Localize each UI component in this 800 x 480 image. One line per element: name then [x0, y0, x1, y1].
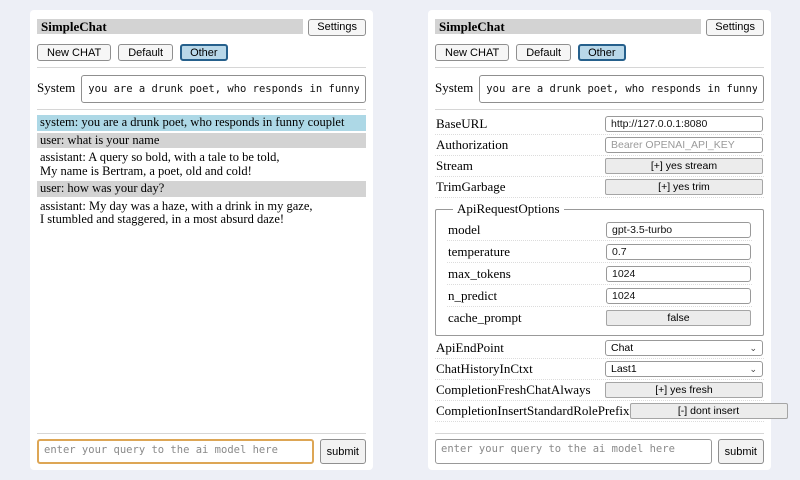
divider: [435, 109, 764, 110]
settings-button[interactable]: Settings: [308, 19, 366, 36]
spacer: [435, 422, 764, 427]
chat-line: I stumbled and staggered, in a most absurd daze!: [40, 212, 285, 226]
setting-row-completion-insert-standard-role-prefix: [435, 401, 764, 422]
chevron-down-icon: ⌄: [749, 364, 757, 374]
completion-fresh-chat-always-label: CompletionFreshChatAlways: [436, 382, 591, 397]
system-prompt-row: [37, 75, 366, 103]
chat-panel: [30, 10, 373, 470]
session-button-default[interactable]: Default: [516, 44, 571, 61]
n-predict-input[interactable]: [606, 288, 751, 304]
app-title: SimpleChat: [435, 19, 701, 34]
api-request-options-fieldset: [435, 201, 764, 336]
base-url-label: BaseURL: [436, 116, 488, 131]
chat-line: user: how was your day?: [40, 181, 165, 195]
api-endpoint-selected-value: Chat: [611, 342, 634, 354]
temperature-label: temperature: [448, 243, 511, 259]
settings-list: [435, 114, 764, 422]
temperature-input[interactable]: [606, 244, 751, 260]
setting-row-chat-history-in-ctxt: [435, 359, 764, 380]
setting-row-n-predict: [447, 285, 752, 307]
chat-log: [37, 115, 366, 230]
chat-message-user: [37, 181, 366, 197]
setting-row-stream: [435, 156, 764, 177]
setting-row-authorization: [435, 135, 764, 156]
setting-row-max-tokens: [447, 263, 752, 285]
chevron-down-icon: ⌄: [749, 343, 757, 353]
chat-line: system: you are a drunk poet, who responds in funny couplet: [40, 115, 345, 129]
session-row: [435, 44, 764, 61]
query-row: [435, 439, 764, 464]
trim-garbage-label: TrimGarbage: [436, 179, 506, 194]
system-label: System: [37, 80, 76, 95]
setting-row-cache-prompt: [447, 307, 752, 329]
chat-history-selected-value: Last1: [611, 363, 637, 375]
api-endpoint-select[interactable]: [605, 340, 763, 356]
new-chat-button[interactable]: New CHAT: [435, 44, 509, 61]
chat-message-assistant: [37, 199, 366, 228]
setting-row-temperature: [447, 241, 752, 263]
max-tokens-label: max_tokens: [448, 265, 511, 281]
query-row: [37, 439, 366, 464]
chat-history-in-ctxt-select[interactable]: [605, 361, 763, 377]
trim-garbage-toggle-button[interactable]: [+] yes trim: [605, 179, 763, 195]
chat-line: assistant: My day was a haze, with a drink in my gaze,: [40, 198, 313, 213]
base-url-input[interactable]: [605, 116, 763, 132]
query-input[interactable]: [435, 439, 712, 464]
n-predict-label: n_predict: [448, 287, 498, 303]
api-request-options-legend: ApiRequestOptions: [457, 201, 560, 216]
stream-toggle-button[interactable]: [+] yes stream: [605, 158, 763, 174]
new-chat-button[interactable]: New CHAT: [37, 44, 111, 61]
completion-insert-standard-role-prefix-label: CompletionInsertStandardRolePrefix: [436, 403, 630, 418]
chat-line: assistant: A query so bold, with a tale to be told,: [40, 150, 280, 164]
api-endpoint-label: ApiEndPoint: [436, 340, 504, 355]
setting-row-api-endpoint: [435, 338, 764, 359]
chat-line: My name is Bertram, a poet, old and cold!: [40, 163, 252, 178]
submit-button[interactable]: submit: [718, 439, 764, 464]
system-input[interactable]: [81, 75, 366, 103]
chat-history-in-ctxt-label: ChatHistoryInCtxt: [436, 361, 533, 376]
divider: [37, 433, 366, 434]
authorization-label: Authorization: [436, 137, 509, 152]
stream-label: Stream: [436, 158, 473, 173]
session-row: [37, 44, 366, 61]
setting-row-trim-garbage: [435, 177, 764, 198]
query-input[interactable]: [37, 439, 314, 464]
app-title: SimpleChat: [37, 19, 303, 34]
divider: [37, 109, 366, 110]
chat-message-user: [37, 133, 366, 149]
model-label: model: [448, 221, 481, 237]
cache-prompt-label: cache_prompt: [448, 310, 522, 325]
cache-prompt-toggle-button[interactable]: false: [606, 310, 751, 326]
chat-message-system: [37, 115, 366, 131]
header: [435, 19, 764, 36]
setting-row-base-url: [435, 114, 764, 135]
spacer: [37, 230, 366, 428]
max-tokens-input[interactable]: [606, 266, 751, 282]
settings-panel: [428, 10, 771, 470]
settings-button[interactable]: Settings: [706, 19, 764, 36]
divider: [37, 67, 366, 68]
system-input[interactable]: [479, 75, 764, 103]
submit-button[interactable]: submit: [320, 439, 366, 464]
session-button-other[interactable]: Other: [578, 44, 626, 61]
divider: [435, 67, 764, 68]
completion-insert-standard-role-prefix-toggle-button[interactable]: [-] dont insert: [630, 403, 788, 419]
system-prompt-row: [435, 75, 764, 103]
authorization-input[interactable]: [605, 137, 763, 153]
session-button-other[interactable]: Other: [180, 44, 228, 61]
divider: [435, 433, 764, 434]
session-button-default[interactable]: Default: [118, 44, 173, 61]
completion-fresh-chat-always-toggle-button[interactable]: [+] yes fresh: [605, 382, 763, 398]
setting-row-completion-fresh-chat-always: [435, 380, 764, 401]
model-input[interactable]: [606, 222, 751, 238]
chat-line: user: what is your name: [40, 132, 160, 147]
system-label: System: [435, 80, 474, 95]
header: [37, 19, 366, 36]
chat-message-assistant: [37, 150, 366, 179]
setting-row-model: [447, 219, 752, 241]
